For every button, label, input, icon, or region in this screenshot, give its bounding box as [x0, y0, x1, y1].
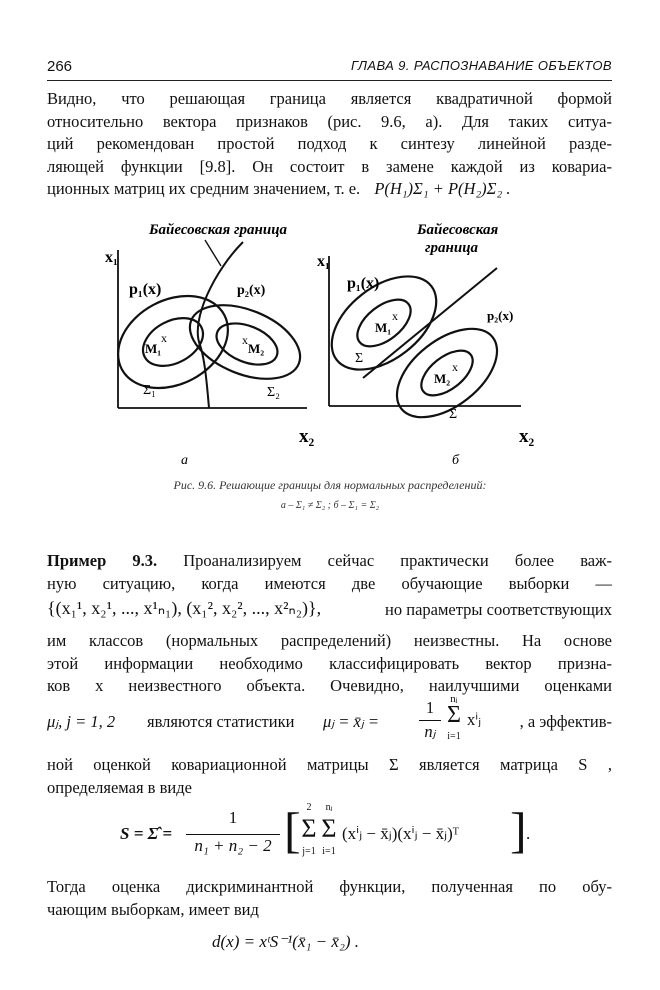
text-line: чающим выборкам, имеет вид — [47, 899, 259, 919]
text-line — [47, 178, 612, 201]
sum-upper-limit: 2 — [306, 802, 312, 813]
x-marker: x — [161, 331, 167, 345]
panel-label-b: б — [452, 453, 460, 468]
label-sigma1: Σ₁ — [143, 383, 157, 398]
stat-head: μⱼ, j = 1, 2 — [47, 712, 116, 731]
text-line: относительно вектора признаков (рис. 9.6, а). Для таких ситуа- — [47, 111, 612, 131]
formula-lhs: S = Σ̂ = — [120, 824, 173, 843]
panel-label-a: а — [181, 453, 188, 468]
fraction-bar — [186, 834, 280, 835]
bayes-boundary-title-2: граница — [425, 240, 479, 256]
text-line-part: , а эффектив- — [519, 712, 612, 731]
x-marker: x — [242, 333, 248, 347]
axis-label-x2: x₂ — [519, 426, 535, 447]
label-sigma: Σ — [355, 351, 364, 366]
sum-icon: Σ — [321, 814, 337, 843]
page-number: 266 — [47, 58, 73, 75]
sum-icon: Σ — [301, 814, 317, 843]
header-rule — [47, 80, 612, 81]
sum-upper-limit: nⱼ — [325, 802, 333, 813]
formula-tail: . — [526, 824, 531, 843]
stat-formula-lhs: μⱼ = x̄ⱼ = — [323, 712, 380, 731]
text-line-part: Проанализируем сейчас практически более важ- — [183, 551, 613, 570]
sum-icon: Σ — [447, 702, 461, 728]
statistics-line — [47, 693, 612, 748]
bayes-boundary-title: Байесовская граница — [149, 222, 288, 238]
text-line: этой информации необходимо классифицировать вектор призна- — [47, 653, 612, 673]
fraction-bar — [419, 720, 441, 721]
final-paragraph — [47, 876, 612, 921]
x-marker: x — [392, 309, 398, 323]
formula-frac-den: n₁ + n₂ − 2 — [194, 836, 272, 855]
panel-a — [102, 222, 314, 468]
formula-frac-num: 1 — [228, 808, 238, 827]
samples-line — [47, 598, 612, 624]
text-line-part: являются статистики — [147, 712, 295, 731]
axis-label-x1: x₁ — [317, 253, 330, 270]
text-line: ную ситуацию, когда имеются две обучающие выборки — — [47, 573, 612, 593]
text-line: ляющей функции [9.8]. Он состоит в замене каждой из ковариа- — [47, 156, 612, 176]
ellipse-outer-1 — [102, 278, 244, 407]
running-header: ГЛАВА 9. РАСПОЗНАВАНИЕ ОБЪЕКТОВ — [351, 58, 612, 73]
samples-formula: {(x₁¹, x₂¹, ..., x¹ₙ₁), (x₁², x₂², ..., x²ₙ₂)}, — [47, 598, 322, 618]
label-p1: p₁(x) — [347, 275, 380, 292]
text-line — [47, 550, 612, 573]
text-line-part: ционных матриц их средним значением, т. е. — [47, 179, 361, 198]
label-m1: M₁ — [145, 341, 162, 356]
sum-upper-limit: nⱼ — [450, 693, 458, 705]
label-m2: M₂ — [248, 341, 265, 356]
left-bracket-icon: [ — [284, 802, 301, 858]
label-p2: p₂(x) — [237, 283, 266, 298]
sum-lower-limit: i=1 — [447, 731, 461, 742]
stat-frac-den: nⱼ — [424, 722, 436, 741]
figure-caption: Рис. 9.6. Решающие границы для нормальных распределений: — [173, 478, 487, 492]
inline-formula: P(H₁)Σ₁ + P(H₂)Σ₂ . — [374, 179, 511, 198]
formula-S — [120, 802, 540, 866]
intro-paragraph — [47, 88, 612, 201]
axis-label-x1: x₁ — [105, 249, 118, 266]
panel-b — [315, 222, 535, 468]
label-sigma2: Σ₂ — [267, 385, 281, 400]
bayes-boundary-title: Байесовская — [417, 222, 499, 238]
example-heading: Пример 9.3. — [47, 551, 158, 570]
text-line: ков x неизвестного объекта. Очевидно, наилучшими оценками — [47, 676, 612, 695]
figure-decision-boundaries — [85, 210, 565, 468]
text-line: Тогда оценка дискриминантной функции, полученная по обу- — [47, 877, 612, 896]
label-p2: p₂(x) — [487, 308, 514, 323]
text-line: ций рекомендован простой подход к синтезу линейной разде- — [47, 134, 612, 153]
title-pointer-line — [205, 240, 221, 266]
text-line: Видно, что решающая граница является квадратичной формой — [47, 89, 612, 108]
discriminant-formula: d(x) = xᵗS⁻¹(x̄₁ − x̄₂) . — [212, 932, 360, 951]
label-sigma: Σ — [449, 407, 458, 422]
stat-sum-body: xⁱⱼ — [467, 710, 482, 729]
x-marker: x — [452, 360, 458, 374]
formula-body: (xⁱⱼ − x̄ⱼ)(xⁱⱼ − x̄ⱼ)ᵀ — [342, 824, 459, 843]
bayes-boundary-curve — [198, 242, 243, 408]
sum-lower-limit: i=1 — [322, 846, 336, 857]
text-line: ной оценкой ковариационной матрицы Σ является матрица S , — [47, 755, 612, 774]
sum-lower-limit: j=1 — [302, 846, 316, 857]
text-line: определяемая в виде — [47, 777, 192, 797]
axis-label-x2: x₂ — [299, 426, 315, 447]
figure-caption-sub: а – Σ₁ ≠ Σ₂ ; б – Σ₁ = Σ₂ — [280, 500, 380, 511]
text-line: им классов (нормальных распределений) неизвестны. На основе — [47, 631, 612, 650]
example-paragraph — [47, 550, 612, 595]
text-line-part: но параметры соответствующих — [385, 600, 612, 619]
stat-frac-num: 1 — [425, 698, 435, 717]
right-bracket-icon: ] — [510, 802, 527, 858]
example-paragraph-2 — [47, 630, 612, 698]
example-paragraph-3 — [47, 754, 612, 799]
label-m2: M₂ — [434, 371, 451, 386]
label-p1: p₁(x) — [129, 281, 162, 298]
label-m1: M₁ — [375, 320, 392, 335]
